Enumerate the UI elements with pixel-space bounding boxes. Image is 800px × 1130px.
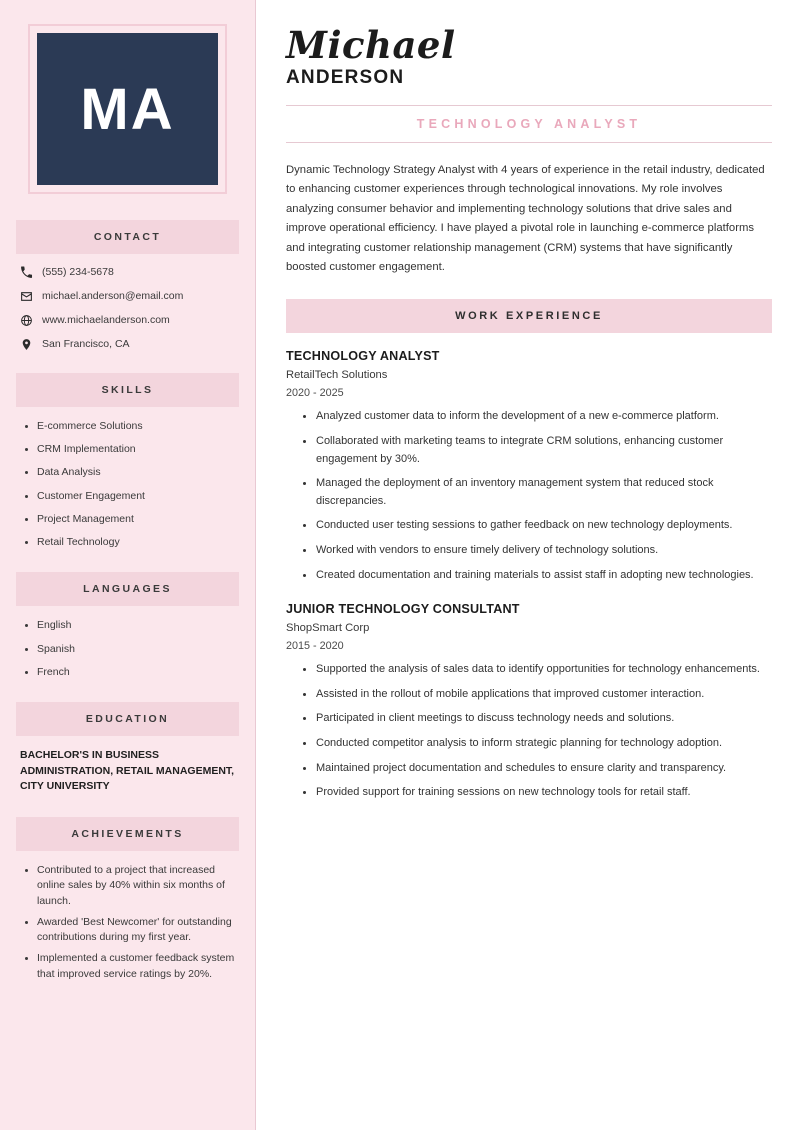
contact-list — [20, 266, 239, 351]
languages-list — [16, 618, 239, 680]
contact-location-text: San Francisco, CA — [42, 338, 130, 351]
main-content — [256, 0, 800, 1130]
summary-text: Dynamic Technology Strategy Analyst with 4 years of experience in the retail industry, dedicated to enhancing customer experiences through technological innovations. My role involves analyzing consumer behavior and implementing technology solutions that drive sales and improve operational efficiency. I have played a pivotal role in launching e-commerce platforms and integrating customer relationship management (CRM) systems that have significantly boosted customer engagement. — [286, 163, 765, 273]
list-item: French — [24, 665, 237, 680]
last-name: ANDERSON — [286, 66, 405, 88]
list-item: Assisted in the rollout of mobile applications that improved customer interaction. — [302, 686, 772, 704]
list-item: Provided support for training sessions on new technology tools for retail staff. — [302, 784, 772, 802]
job-title: TECHNOLOGY ANALYST — [286, 349, 440, 364]
languages-heading: LANGUAGES — [16, 572, 239, 606]
professional-title: TECHNOLOGY ANALYST — [286, 105, 772, 143]
achievements-list — [16, 863, 239, 982]
list-item: Conducted user testing sessions to gather feedback on new technology deployments. — [302, 517, 772, 535]
list-item: Conducted competitor analysis to inform strategic planning for technology adoption. — [302, 735, 772, 753]
work-experience-heading: WORK EXPERIENCE — [286, 299, 772, 333]
list-item: Customer Engagement — [24, 489, 237, 504]
phone-icon — [20, 266, 33, 279]
contact-item-location[interactable] — [20, 338, 239, 351]
list-item: Data Analysis — [24, 465, 237, 480]
first-name: Michael — [286, 23, 456, 67]
list-item: E-commerce Solutions — [24, 419, 237, 434]
education-heading: EDUCATION — [16, 702, 239, 736]
list-item: Supported the analysis of sales data to identify opportunities for technology enhancements. — [302, 661, 772, 679]
envelope-icon — [20, 290, 33, 303]
list-item: Participated in client meetings to discuss technology needs and solutions. — [302, 710, 772, 728]
job-dates: 2020 - 2025 — [286, 387, 344, 400]
list-item: Project Management — [24, 512, 237, 527]
globe-icon — [20, 314, 33, 327]
list-item: Retail Technology — [24, 535, 237, 550]
skills-list — [16, 419, 239, 550]
contact-phone-text: (555) 234-5678 — [42, 266, 114, 279]
list-item: Contributed to a project that increased online sales by 40% within six months of launch. — [24, 863, 237, 909]
list-item: Analyzed customer data to inform the development of a new e-commerce platform. — [302, 408, 772, 426]
list-item: Created documentation and training materials to assist staff in adopting new technologies. — [302, 567, 772, 585]
job-entry — [286, 349, 772, 584]
list-item: Maintained project documentation and schedules to ensure clarity and transparency. — [302, 760, 772, 778]
job-dates: 2015 - 2020 — [286, 640, 344, 653]
sidebar — [0, 0, 256, 1130]
list-item: Spanish — [24, 642, 237, 657]
job-company: ShopSmart Corp — [286, 622, 370, 635]
contact-heading: CONTACT — [16, 220, 239, 254]
achievements-heading: ACHIEVEMENTS — [16, 817, 239, 851]
list-item: Managed the deployment of an inventory management system that reduced stock discrepancies. — [302, 475, 772, 510]
list-item: Collaborated with marketing teams to integrate CRM solutions, enhancing customer engagement by 30%. — [302, 433, 772, 468]
contact-item-email[interactable] — [20, 290, 239, 303]
list-item: English — [24, 618, 237, 633]
education-text: BACHELOR'S IN BUSINESS ADMINISTRATION, RETAIL MANAGEMENT, CITY UNIVERSITY — [20, 748, 235, 793]
list-item: Awarded 'Best Newcomer' for outstanding contributions during my first year. — [24, 915, 237, 945]
contact-item-phone[interactable] — [20, 266, 239, 279]
contact-item-website[interactable] — [20, 314, 239, 327]
job-bullet-list — [286, 408, 772, 584]
job-entry — [286, 602, 772, 802]
list-item: CRM Implementation — [24, 442, 237, 457]
list-item: Worked with vendors to ensure timely delivery of technology solutions. — [302, 542, 772, 560]
job-title: JUNIOR TECHNOLOGY CONSULTANT — [286, 602, 520, 617]
location-pin-icon — [20, 338, 33, 351]
monogram-initials: MA — [37, 33, 218, 185]
job-company: RetailTech Solutions — [286, 369, 388, 382]
job-bullet-list — [286, 661, 772, 802]
list-item: Implemented a customer feedback system that improved service ratings by 20%. — [24, 951, 237, 981]
contact-email-text: michael.anderson@email.com — [42, 290, 184, 303]
contact-website-text: www.michaelanderson.com — [42, 314, 170, 327]
monogram-frame — [28, 24, 227, 194]
skills-heading: SKILLS — [16, 373, 239, 407]
